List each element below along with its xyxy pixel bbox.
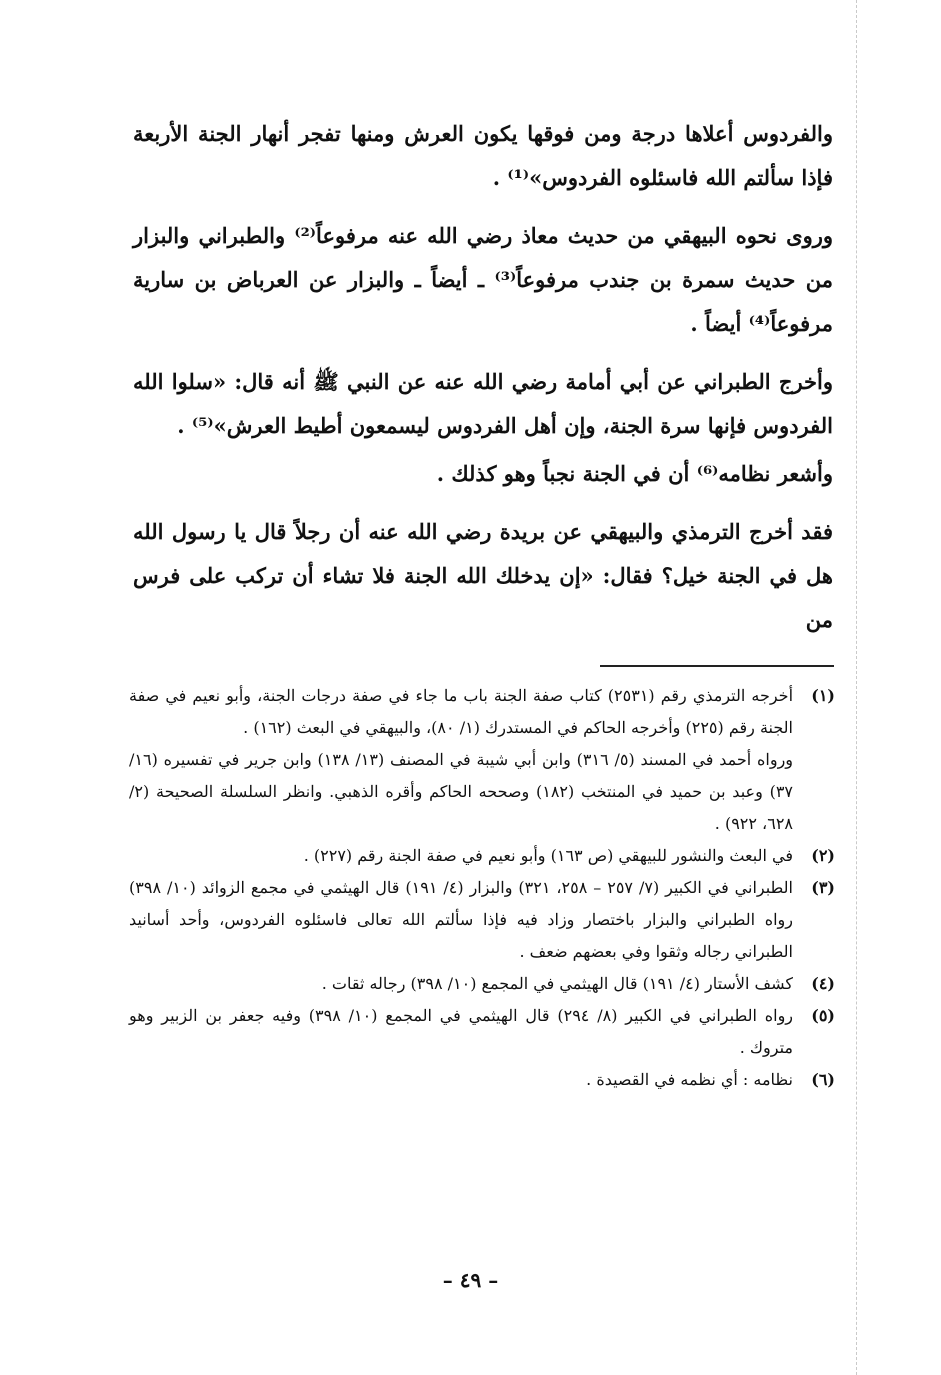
footnote-3: [129, 872, 835, 968]
paragraph-5: فقد أخرج الترمذي والبيهقي عن بريدة رضي الله عنه أن رجلاً قال يا رسول الله هل في الجنة خيل؟ فقال: «إن يدخلك الله الجنة فلا تشاء أن تركب على فرس من: [133, 519, 833, 632]
footnote-number: (١): [811, 686, 835, 705]
footnote-4: [129, 968, 835, 1000]
footnote-6: [129, 1064, 835, 1096]
footnote-number: (٤): [811, 974, 835, 993]
footnote-separator: [600, 665, 834, 667]
footnote-1-continuation: ورواه أحمد في المسند (٥/ ٣١٦) وابن أبي شيبة في المصنف (١٣/ ١٣٨) وابن جرير في تفسيره (١٦/ ٣٧) وعبد بن حميد في المنتخب (١٨٢) وصححه الحاكم وأقره الذهبي. وانظر السلسلة الصحيحة (٢/ ٦٢٨، ٩٢٢) .: [129, 750, 794, 833]
paragraph-2: وروى نحوه البيهقي من حديث معاذ رضي الله عنه مرفوعاً⁽²⁾ والطبراني والبزار من حديث سمرة بن جندب مرفوعاً⁽³⁾ ـ أيضاً ـ والبزار عن العرباض بن سارية مرفوعاً⁽⁴⁾ أيضاً .: [133, 223, 833, 336]
paragraph-4: وأشعر نظامه⁽⁶⁾ أن في الجنة نجباً وهو كذلك .: [436, 461, 833, 486]
footnote-text: نظامه : أي نظمه في القصيدة .: [586, 1070, 793, 1089]
footnote-5: [129, 1000, 835, 1064]
paragraph-3: وأخرج الطبراني عن أبي أمامة رضي الله عنه عن النبي ﷺ أنه قال: «سلوا الله الفردوس فإنها سرة الجنة، وإن أهل الفردوس ليسمعون أطيط العرش»⁽⁵⁾ .: [133, 369, 833, 438]
footnote-number: (٣): [811, 878, 835, 897]
footnote-text: أخرجه الترمذي رقم (٢٥٣١) كتاب صفة الجنة باب ما جاء في صفة درجات الجنة، وأبو نعيم في صفة الجنة رقم (٢٢٥) وأخرجه الحاكم في المستدرك (١/ ٨٠)، والبيهقي في البعث (١٦٢) .: [129, 686, 794, 737]
footnote-2: [129, 840, 835, 872]
scan-fold-line: [856, 0, 857, 1375]
footnote-number: (٢): [811, 846, 835, 865]
footnote-number: (٥): [811, 1006, 835, 1025]
footnote-text: في البعث والنشور للبيهقي (ص ١٦٣) وأبو نعيم في صفة الجنة رقم (٢٢٧) .: [303, 846, 793, 865]
footnote-1: [129, 680, 835, 744]
page-number: – ٤٩ –: [442, 1268, 499, 1292]
footnote-text: الطبراني في الكبير (٧/ ٢٥٧ – ٢٥٨، ٣٢١) والبزار (٤/ ١٩١) قال الهيثمي في مجمع الزوائد (١٠/ ٣٩٨) رواه الطبراني والبزار باختصار وزاد فيه فإذا سألتم الله تعالى فاسئلوه الفردوس، وأحد أسانيد الطبراني رجاله وثقوا وفي بعضهم ضعف .: [129, 878, 794, 961]
paragraph-1: والفردوس أعلاها درجة ومن فوقها يكون العرش ومنها تفجر أنهار الجنة الأربعة فإذا سألتم الله فاسئلوه الفردوس»⁽¹⁾ .: [133, 121, 833, 190]
main-text: [133, 112, 833, 642]
footnotes: [129, 680, 835, 1096]
footnote-text: رواه الطبراني في الكبير (٨/ ٢٩٤) قال الهيثمي في المجمع (١٠/ ٣٩٨) وفيه جعفر بن الزبير وهو متروك .: [129, 1006, 794, 1057]
footnote-number: (٦): [811, 1070, 835, 1089]
footnote-text: كشف الأستار (٤/ ١٩١) قال الهيثمي في المجمع (١٠/ ٣٩٨) رجاله ثقات .: [321, 974, 793, 993]
